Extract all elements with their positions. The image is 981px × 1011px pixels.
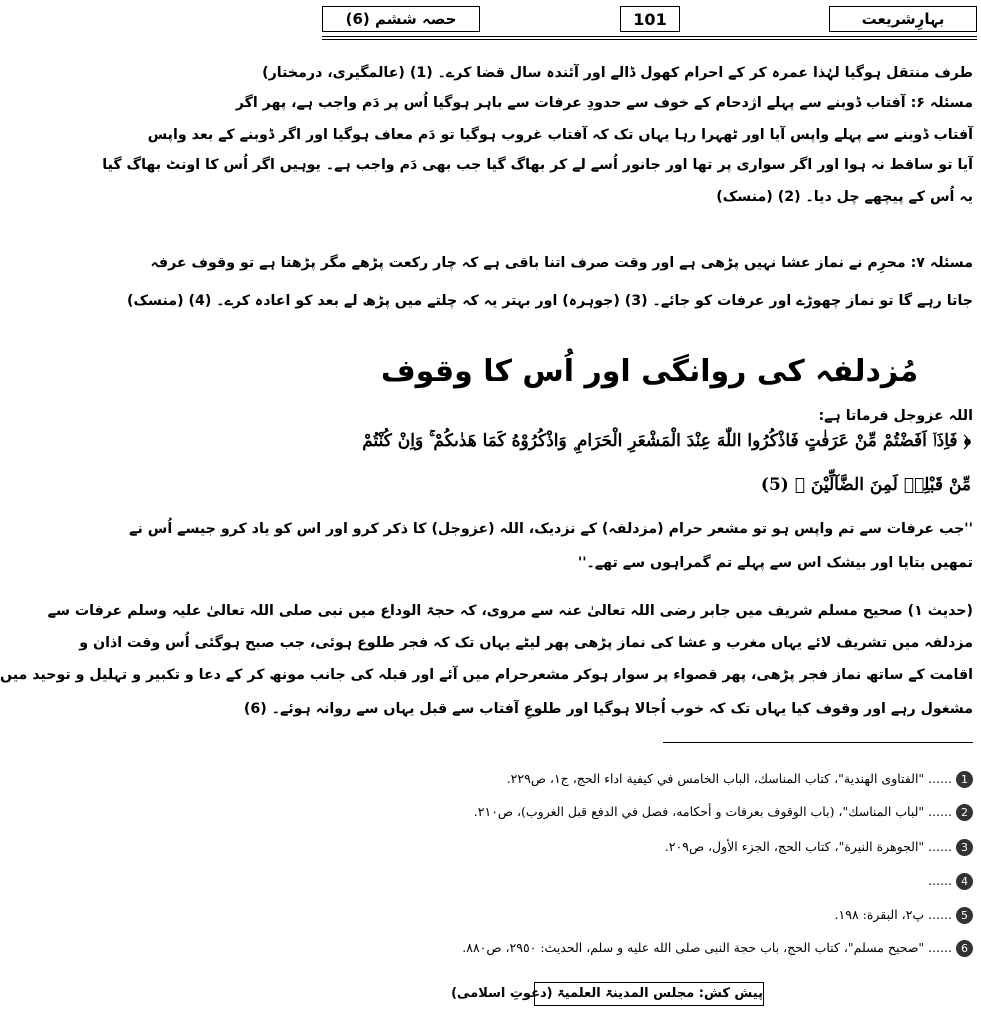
footnote-text: ...... "صحيح مسلم"، كتاب الحج، باب حجة النبى صلى الله عليه و سلم، الحديث: ٢٩٥٠، ص٨٨٠. bbox=[462, 940, 952, 955]
part-label: حصہ ششم (6) bbox=[345, 10, 457, 28]
body-line: یہ اُس کے پیچھے چل دیا۔ (2) (منسک) bbox=[716, 189, 973, 205]
masala-6-line: مسئلہ ۶: آفتاب ڈوبنے سے پہلے اژدحام کے خوف سے حدودِ عرفات سے باہر ہوگیا اُس پر دَم واجب ہے، پھر اگر bbox=[235, 95, 973, 111]
publisher-footer bbox=[451, 982, 764, 1006]
quran-verse-line-1: ﴿ فَاِذَاۤ اَفَضْتُمْ مِّنْ عَرَفٰتٍ فَاذْكُرُوا اللّٰهَ عِنْدَ الْمَشْعَرِ الْحَرَامِ ۪ وَاذْكُرُوْهُ كَمَا هَدٰىكُمْ ۚ وَاِنْ كُنْتُمْ bbox=[362, 431, 971, 451]
footnote-item bbox=[338, 768, 973, 790]
header-rule bbox=[322, 36, 977, 37]
section-heading: مُزدلفہ کی روانگی اور اُس کا وقوف bbox=[380, 354, 919, 389]
footnote-text: ...... "لباب المناسك"، (باب الوقوف بعرفات و أحكامه، فصل في الدفع قبل الغروب)، ص٢١٠. bbox=[473, 804, 952, 819]
book-title-box bbox=[829, 6, 977, 32]
page-number-box bbox=[620, 6, 680, 32]
hadith-line: (حدیث ۱) صحیح مسلم شریف میں جابر رضی اللہ تعالیٰ عنہ سے مروی، کہ حجۃ الوداع میں نبی صلی اللہ تعالیٰ علیہ وسلم عرفات سے bbox=[47, 603, 973, 619]
footnote-item bbox=[338, 904, 973, 926]
quran-verse-line-2: مِّنْ قَبْلِهٖ لَمِنَ الضَّآلِّیْنَ ﴾ (5) bbox=[760, 475, 971, 495]
footnote-number: 6 bbox=[956, 940, 973, 957]
part-label-box bbox=[322, 6, 480, 32]
publisher-label: پیش کش: مجلس المدینۃ العلمیۃ (دعوتِ اسلامی) bbox=[451, 986, 763, 1001]
footnote-item bbox=[338, 870, 973, 892]
footnote-text: ...... bbox=[928, 873, 952, 888]
body-line: طرف منتقل ہوگیا لہٰذا عمرہ کر کے احرام کھول ڈالے اور آئندہ سال قضا کرے۔ (1) (عالمگیری، درمختار) bbox=[262, 65, 973, 81]
body-line: آیا تو ساقط نہ ہوا اور اگر سواری پر تھا اور جانور اُسے لے کر بھاگ گیا جب بھی دَم واجب ہے۔ یوہیں اگر اُس کا اونٹ بھاگ گیا bbox=[102, 157, 973, 173]
header-rule-thin bbox=[322, 39, 977, 40]
footnote-number: 2 bbox=[956, 804, 973, 821]
footnote-text: ...... "الجوهرة النيرة"، كتاب الحج، الجزء الأول، ص٢٠٩. bbox=[664, 839, 952, 854]
translation-line: تمھیں بتایا اور بیشک اس سے پہلے تم گمراہوں سے تھے۔'' bbox=[577, 555, 973, 571]
footnote-rule bbox=[663, 742, 973, 743]
hadith-line: اقامت کے ساتھ نماز فجر پڑھی، پھر قصواء پر سوار ہوکر مشعرحرام میں آئے اور قبلہ کی جانب مونھ کر کے دعا و تکبیر و تہلیل و توحید میں bbox=[0, 667, 973, 683]
body-line: آفتاب ڈوبنے سے پہلے واپس آیا اور ٹھہرا رہا یہاں تک کہ آفتاب غروب ہوگیا تو دَم معاف ہوگیا اور اگر ڈوبنے کے بعد واپس bbox=[147, 127, 973, 143]
footnote-number: 1 bbox=[956, 771, 973, 788]
footnote-item bbox=[338, 836, 973, 858]
book-title: بہارِشریعت bbox=[861, 10, 945, 28]
masala-7-line: مسئلہ ۷: محرِم نے نماز عشا نہیں پڑھی ہے اور وقت صرف اتنا باقی ہے کہ چار رکعت پڑھے مگر پڑھتا ہے تو وقوف عرفہ bbox=[150, 255, 973, 271]
footnote-text: ...... پ٢، البقرة: ١٩٨. bbox=[834, 907, 952, 922]
page-number: 101 bbox=[633, 9, 667, 29]
body-line: جاتا رہے گا تو نماز چھوڑے اور عرفات کو جائے۔ (3) (جوہرہ) اور بہتر یہ کہ چلتے میں پڑھ لے بعد کو اعادہ کرے۔ (4) (منسک) bbox=[127, 293, 973, 309]
hadith-line: مشغول رہے اور وقوف کیا یہاں تک کہ خوب اُجالا ہوگیا اور طلوعِ آفتاب سے قبل یہاں سے روانہ ہوئے۔ (6) bbox=[243, 701, 973, 717]
footnote-item bbox=[338, 801, 973, 823]
footnote-number: 5 bbox=[956, 907, 973, 924]
intro-line: اللہ عزوجل فرماتا ہے: bbox=[818, 408, 973, 424]
footnote-text: ...... "الفتاوى الهندية"، كتاب المناسك، الباب الخامس في كيفية اداء الحج، ج١، ص٢٢٩. bbox=[506, 771, 952, 786]
footnote-number: 4 bbox=[956, 873, 973, 890]
footnote-item bbox=[338, 937, 973, 959]
hadith-line: مزدلفہ میں تشریف لائے یہاں مغرب و عشا کی نماز پڑھی پھر لیٹے یہاں تک کہ فجر طلوع ہوئی، جب صبح ہوگئی اُس وقت اذان و bbox=[79, 635, 973, 651]
footnote-number: 3 bbox=[956, 839, 973, 856]
translation-line: ''جب عرفات سے تم واپس ہو تو مشعر حرام (مزدلفہ) کے نزدیک، اللہ (عزوجل) کا ذکر کرو اور اس کو یاد کرو جیسے اُس نے bbox=[129, 521, 973, 537]
